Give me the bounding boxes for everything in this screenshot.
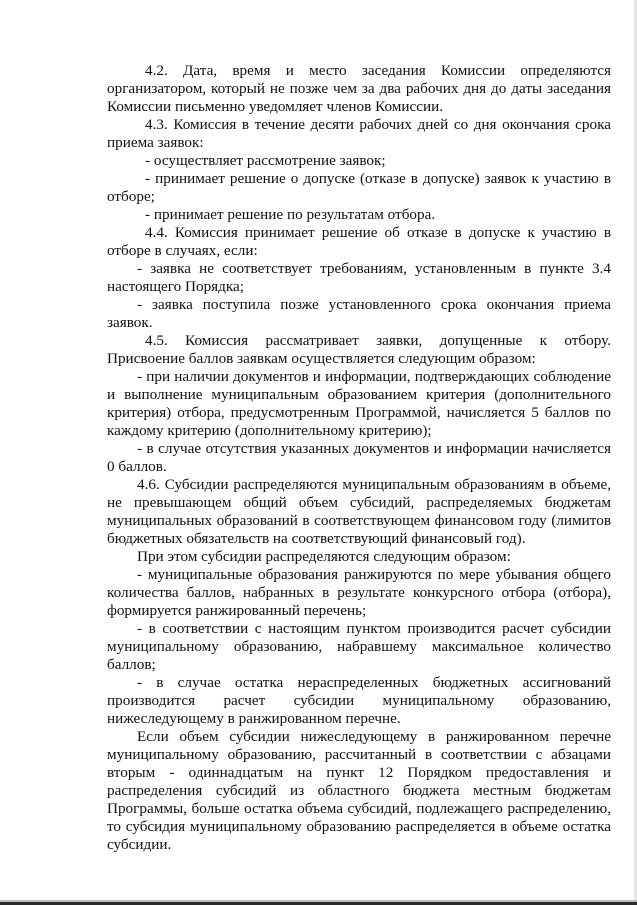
text-line: баллов; bbox=[107, 656, 156, 673]
text-line: вторым - одиннадцатым на пункт 12 Порядком предоставления и bbox=[107, 764, 611, 781]
text-line: критерия) отбора, предусмотренным Программой, начисляется 5 баллов по bbox=[107, 404, 611, 421]
text-line: организатором, который не позже чем за два рабочих дня до даты заседания bbox=[107, 80, 611, 97]
text-line: и выполнение муниципальным образованием критерия (дополнительного bbox=[107, 386, 611, 403]
text-line: - заявка поступила позже установленного срока окончания приема bbox=[137, 296, 611, 313]
text-line: заявок. bbox=[107, 314, 153, 331]
text-line: - при наличии документов и информации, подтверждающих соблюдение bbox=[137, 368, 611, 385]
text-line: отборе в случаях, если: bbox=[107, 242, 258, 259]
text-line: приема заявок: bbox=[107, 134, 204, 151]
text-line: не превышающем общий объем субсидий, распределяемых бюджетам bbox=[107, 494, 611, 511]
text-line: - в случае остатка нераспределенных бюджетных ассигнований bbox=[137, 674, 611, 691]
text-line: отборе; bbox=[107, 188, 155, 205]
text-line: - муниципальные образования ранжируются по мере убывания общего bbox=[137, 566, 611, 583]
text-line: нижеследующему в ранжированном перечне. bbox=[107, 710, 401, 727]
text-line: то субсидия муниципальному образованию распределяется в объеме остатка bbox=[107, 818, 611, 835]
text-line: - в случае отсутствия указанных документов и информации начисляется bbox=[137, 440, 611, 457]
text-line: 4.5. Комиссия рассматривает заявки, допущенные к отбору. bbox=[145, 332, 611, 349]
text-line: производится расчет субсидии муниципальному образованию, bbox=[107, 692, 611, 709]
text-line: настоящего Порядка; bbox=[107, 278, 244, 295]
text-line: При этом субсидии распределяются следующим образом: bbox=[137, 548, 511, 565]
text-line: 4.6. Субсидии распределяются муниципальным образованиям в объеме, bbox=[137, 476, 611, 493]
text-line: 4.2. Дата, время и место заседания Комиссии определяются bbox=[145, 62, 611, 79]
text-line: - принимает решение по результатам отбора. bbox=[145, 206, 436, 223]
text-line: бюджетных обязательств на соответствующий финансовый год). bbox=[107, 530, 526, 547]
text-line: муниципальному образованию, рассчитанный в соответствии с абзацами bbox=[107, 746, 611, 763]
text-line: - в соответствии с настоящим пунктом производится расчет субсидии bbox=[137, 620, 611, 637]
text-line: - осуществляет рассмотрение заявок; bbox=[145, 152, 386, 169]
text-line: каждому критерию (дополнительному критерию); bbox=[107, 422, 432, 439]
text-line: Программы, больше остатка объема субсидий, подлежащего распределению, bbox=[107, 800, 611, 817]
text-line: муниципальных образований в соответствующем финансовом году (лимитов bbox=[107, 512, 611, 529]
text-line: 0 баллов. bbox=[107, 458, 167, 475]
text-line: Если объем субсидии нижеследующему в ранжированном перечне bbox=[137, 728, 611, 745]
text-line: Присвоение баллов заявкам осуществляется следующим образом: bbox=[107, 350, 536, 367]
text-line: формируется ранжированный перечень; bbox=[107, 602, 367, 619]
text-line: Комиссии письменно уведомляет членов Комиссии. bbox=[107, 98, 444, 115]
text-line: 4.4. Комиссия принимает решение об отказе в допуске к участию в bbox=[145, 224, 611, 241]
text-line: распределения субсидий из областного бюджета местным бюджетам bbox=[107, 782, 611, 799]
text-line: субсидии. bbox=[107, 836, 172, 853]
text-line: количества баллов, набранных в результате конкурсного отбора (отбора), bbox=[107, 584, 611, 601]
text-line: - заявка не соответствует требованиям, установленным в пункте 3.4 bbox=[137, 260, 611, 277]
text-line: 4.3. Комиссия в течение десяти рабочих дней со дня окончания срока bbox=[145, 116, 611, 133]
text-line: муниципальному образованию, набравшему максимальное количество bbox=[107, 638, 611, 655]
text-line: - принимает решение о допуске (отказе в допуске) заявок к участию в bbox=[145, 170, 611, 187]
